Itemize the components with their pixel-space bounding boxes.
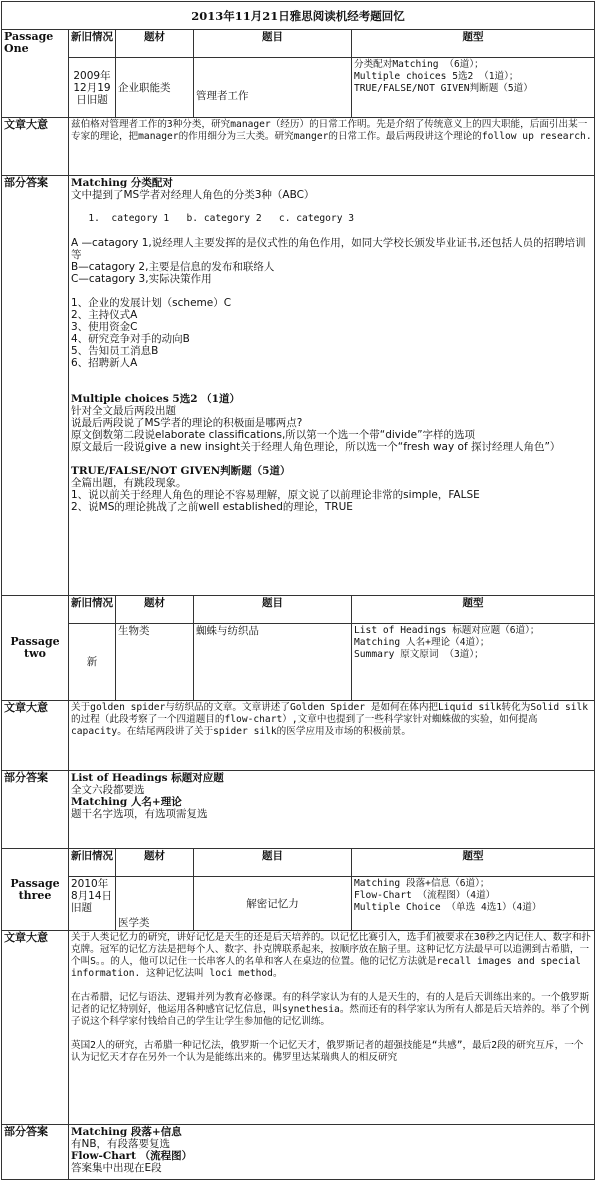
answer-heading: Flow-Chart （流程图） (71, 1150, 193, 1162)
page-title: 2013年11月21日雅思阅读机经考题回忆 (2, 2, 595, 30)
answer-line: 说最后两段说了MS学者的理论的积极面是哪两点? (71, 417, 303, 429)
answer-line: 2、说MS的理论挑战了之前well established的理论，TRUE (71, 501, 353, 513)
passage3-summary (69, 931, 595, 1125)
answer-gap (71, 225, 592, 237)
answer-line: 有NB，有段落要复选 (71, 1138, 171, 1150)
header-question-type: 题型 (352, 596, 595, 624)
header-topic: 题材 (116, 596, 194, 624)
passage3-label: Passage three (2, 849, 69, 931)
exam-table (1, 1, 595, 1180)
answer-line: 原文最后一段说give a new insight关于经理人角色理论，所以选一个“fresh way of 探讨经理人角色”） (71, 441, 561, 453)
passage2-types (352, 624, 595, 701)
passage1-new-old: 2009年12月19日旧题 (69, 58, 116, 118)
passage1-summary: 兹伯格对管理者工作的3种分类，研究manager（经历）的日常工作明。先是介绍了传统意义上的四大职能，后面引出某一专家的理论，把manager的作用细分为三大类。研究manger的日常工作。最后两段讲这个理论的follow up research. (69, 118, 595, 176)
answer-line: 1. category 1 b. category 2 c. category 3 (71, 213, 355, 224)
answer-line: 全篇出题，有跳段现象。 (71, 477, 187, 489)
header-new-old: 新旧情况 (69, 849, 116, 877)
header-topic: 题材 (116, 849, 194, 877)
answer-line: 4、研究竞争对手的动向B (71, 333, 190, 345)
passage1-answers-label: 部分答案 (2, 176, 69, 596)
answer-line: 6、招聘新人A (71, 357, 138, 369)
passage2-summary: 关于golden spider与纺织品的文章。文章讲述了Golden Spider 是如何在体内把Liquid silk转化为Solid silk的过程（此段考察了一个四道题目的flow-chart）,文章中也提到了一些科学家针对蜘蛛做的实验，如何提高capacity。在结尾两段讲了关于spider silk的医学应用及市场的积极前景。 (69, 701, 595, 771)
answer-line: 3、使用资金C (71, 321, 138, 333)
passage2-summary-label: 文章大意 (2, 701, 69, 771)
summary-paragraph: 在古希腊，记忆与语法、逻辑并列为教育必修课。有的科学家认为有的人是天生的，有的人是后天训练出来的。一个俄罗斯记者的记忆特别好，他运用各种感官记忆信息，叫synethesia。然而还有的科学家认为所有人都是后天培养的。举了个例子说这个科学家付钱给自己的学生让学生参加他的记忆训练。 (71, 992, 590, 1027)
answer-heading: Matching 段落+信息 (71, 1126, 182, 1138)
passage2-topic: 生物类 (116, 624, 194, 701)
type-item: TRUE/FALSE/NOT GIVEN判断题（5道） (354, 83, 533, 94)
passage1-label: Passage One (2, 30, 69, 118)
passage1-types (352, 58, 595, 118)
summary-paragraph: 关于人类记忆力的研究，讲好记忆是天生的还是后天培养的。以记忆比赛引入，选手们被要求在30秒之内记住人、数字和扑克牌。冠军的记忆方法是把每个人、数字、扑克牌联系起来，按顺序放在脑子里。这种记忆方法最早可以追溯到古希腊，一个叫S。。的人，他可以记住一长串客人的名单和客人在桌边的位置。他的记忆方法就是recall images and special information. 这种记忆法叫 loci method。 (71, 932, 592, 979)
passage3-answers (69, 1125, 595, 1180)
answer-line: 答案集中出现在E段 (71, 1162, 162, 1174)
answer-heading: TRUE/FALSE/NOT GIVEN判断题（5道） (71, 465, 291, 477)
type-item: List of Headings 标题对应题（6道）； (354, 625, 540, 636)
answer-gap (71, 381, 592, 393)
answer-gap (71, 369, 592, 381)
summary-paragraph: 英国2人的研究，古希腊一种记忆法，俄罗斯一个记忆天才，俄罗斯记者的超强技能是“共感”，最后2段的研究互斥，一个认为记忆天才存在另外一个认为是能练出来的。佛罗里达某瑞典人的相反研究 (71, 1040, 584, 1063)
type-item: Summary 原文原词 （3道）； (354, 649, 484, 660)
header-new-old: 新旧情况 (69, 30, 116, 58)
answer-line: A —catagory 1,说经理人主要发挥的是仪式性的角色作用，如同大学校长颁发毕业证书,还包括人员的招聘培训等 (71, 237, 586, 261)
type-item: Multiple Choice （单选 4选1）（4道） (354, 902, 542, 913)
header-subject: 题目 (194, 30, 352, 58)
passage3-summary-label: 文章大意 (2, 931, 69, 1125)
passage2-answers (69, 771, 595, 849)
passage3-subject: 解密记忆力 (194, 877, 352, 931)
answer-line: 1、企业的发展计划（scheme）C (71, 297, 232, 309)
answer-heading: Matching 人名+理论 (71, 796, 182, 808)
answer-gap (71, 201, 592, 213)
passage2-label: Passage two (2, 596, 69, 701)
passage1-topic: 企业职能类 (116, 58, 194, 118)
passage2-subject: 蜘蛛与纺织品 (194, 624, 352, 701)
passage3-answers-label: 部分答案 (2, 1125, 69, 1180)
answer-line: 题干名字选项，有选项需复选 (71, 808, 208, 820)
header-question-type: 题型 (352, 849, 595, 877)
passage2-answers-label: 部分答案 (2, 771, 69, 849)
header-subject: 题目 (194, 596, 352, 624)
type-item: 分类配对Matching （6道）； (354, 59, 484, 70)
document (1, 1, 594, 1180)
header-new-old: 新旧情况 (69, 596, 116, 624)
answer-heading: Multiple choices 5选2 （1道） (71, 393, 240, 405)
answer-gap (71, 453, 592, 465)
answer-line: 1、说以前关于经理人角色的理论不容易理解，原文说了以前理论非常的simple，FALSE (71, 489, 480, 501)
passage2-new-old: 新 (69, 624, 116, 701)
passage3-types (352, 877, 595, 931)
answer-line: 2、主持仪式A (71, 309, 138, 321)
header-topic: 题材 (116, 30, 194, 58)
passage1-answers (69, 176, 595, 596)
answer-line: 原文倒数第二段说elaborate classifications,所以第一个选一个带“divide”字样的选项 (71, 429, 476, 441)
answer-line: C—catagory 3,实际决策作用 (71, 273, 212, 285)
answer-gap (71, 285, 592, 297)
answer-line: 文中提到了MS学者对经理人角色的分类3种（ABC） (71, 189, 315, 201)
answer-line: B—catagory 2,主要是信息的发布和联络人 (71, 261, 275, 273)
answer-line: 5、告知员工消息B (71, 345, 159, 357)
type-item: Flow-Chart （流程图）（4道） (354, 890, 496, 901)
passage1-subject: 管理者工作 (194, 58, 352, 118)
answer-line: 全文六段都要选 (71, 784, 145, 796)
answer-heading: List of Headings 标题对应题 (71, 772, 224, 784)
type-item: Matching 段落+信息（6道）； (354, 878, 490, 889)
header-subject: 题目 (194, 849, 352, 877)
answer-heading: Matching 分类配对 (71, 177, 173, 189)
passage3-topic: 医学类 (116, 877, 194, 931)
type-item: Matching 人名+理论（4道）； (354, 637, 490, 648)
type-item: Multiple choices 5选2 （1道）； (354, 71, 519, 82)
answer-line: 针对全文最后两段出题 (71, 405, 176, 417)
passage3-new-old: 2010年8月14日旧题 (69, 877, 116, 931)
passage1-summary-label: 文章大意 (2, 118, 69, 176)
header-question-type: 题型 (352, 30, 595, 58)
